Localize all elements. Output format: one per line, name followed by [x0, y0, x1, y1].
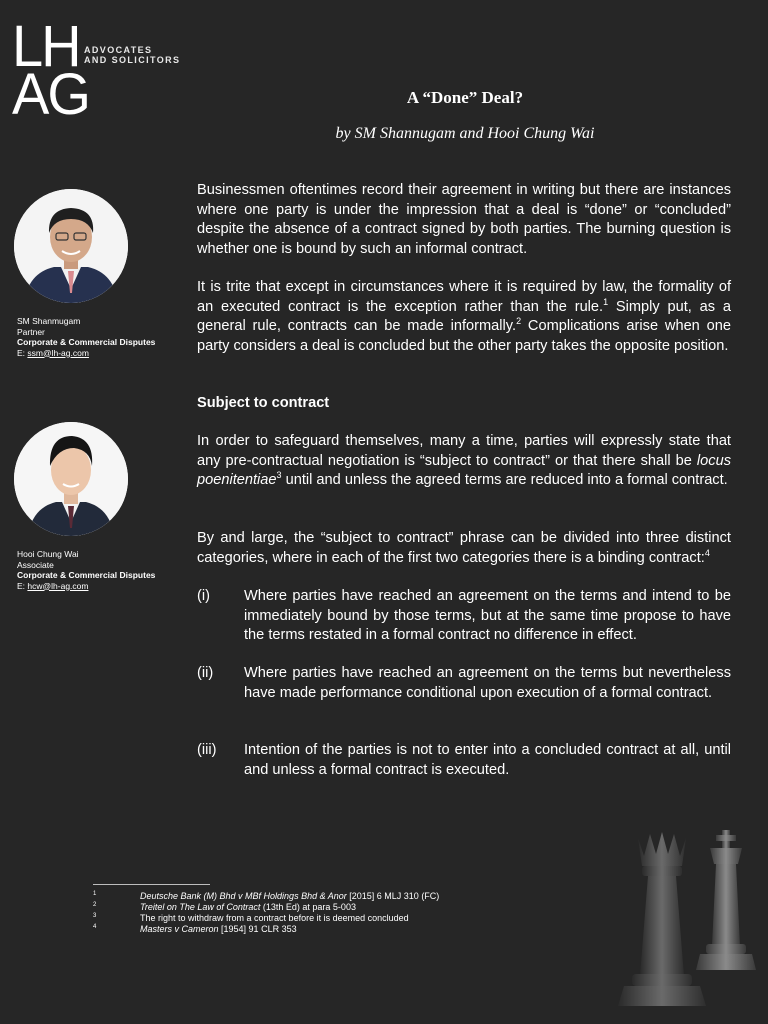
profile-name: Hooi Chung Wai [17, 549, 79, 559]
profile-role: Associate [17, 559, 54, 570]
profile-hooi [17, 549, 155, 591]
logo-tagline-2: AND SOLICITORS [84, 55, 181, 65]
king-piece-icon [696, 830, 756, 970]
footnote-divider [93, 884, 210, 885]
paragraph-categories: By and large, the “subject to contract” phrase can be divided into three distinct categories, where in each of the first two categories there is a binding contract:$^4$ [197, 530, 731, 566]
profile-department: Corporate & Commercial Disputes [17, 337, 156, 347]
author-photo-hooi [14, 422, 128, 536]
chess-pieces-illustration [612, 826, 768, 1016]
profile-name: SM Shanmugam [17, 316, 81, 326]
article-title: A “Done” Deal? [406, 88, 524, 107]
paragraph-intro: Businessmen oftentimes record their agreement in writing but there are instances where one party is under the impression that a deal is “done” or “concluded” despite the absence of a contract signed by both parties. The burning question is whether one is bound by such an informal contract. [197, 182, 731, 257]
list-text: Intention of the parties is not to enter into a concluded contract at all, until and unless a formal contract is executed. [244, 742, 731, 778]
email-prefix: E: [17, 580, 28, 591]
author-photo-shanmugam [14, 189, 128, 303]
footnote-ref-1[interactable]: 1 [603, 296, 609, 307]
profile-department: Corporate & Commercial Disputes [17, 570, 156, 580]
list-text: Where parties have reached an agreement on the terms and intend to be immediately bound by those terms, but at the same time propose to have the terms restated in a formal contract no difference in effect. [244, 588, 731, 643]
profile-shanmugam [17, 316, 155, 358]
paragraph-safeguard: In order to safeguard themselves, many a time, parties will expressly state that any pre-contractual negotiation is “subject to contract” or that there shall be locus poenitentiae$^3$ until and unless the agreed terms are reduced into a formal contract. [197, 433, 731, 488]
queen-piece-icon [618, 832, 706, 1006]
list-text: Where parties have reached an agreement on the terms but nevertheless have made performance conditional upon execution of a formal contract. [244, 665, 731, 701]
paragraph-formality: It is trite that except in circumstances where it is required by law, the formality of an executed contract is the exception rather than the rule.$^1$ Simply put, as a general rule, contracts can be made informally.$^2$ Complications arise when one party considers a deal is concluded but the other party takes the opposite position. [197, 279, 731, 354]
section-heading: Subject to contract [197, 395, 330, 411]
footnote-ref-2[interactable]: 2 [516, 316, 522, 327]
profile-role: Partner [17, 326, 45, 337]
list-number: (i) [197, 588, 210, 604]
footnote-ref-4[interactable]: 4 [704, 547, 710, 558]
email-prefix: E: [17, 347, 28, 358]
footnote-ref-3[interactable]: 3 [276, 470, 282, 481]
logo-ag: AG [12, 60, 89, 127]
logo-lh: LH [12, 12, 80, 79]
list-number: (iii) [197, 742, 217, 758]
email-link[interactable]: hcw@lh-ag.com [27, 580, 89, 591]
logo-tagline-1: ADVOCATES [84, 45, 153, 55]
email-link[interactable]: ssm@lh-ag.com [27, 347, 89, 358]
list-number: (ii) [197, 665, 214, 681]
article-byline: by SM Shannugam and Hooi Chung Wai [335, 125, 595, 142]
